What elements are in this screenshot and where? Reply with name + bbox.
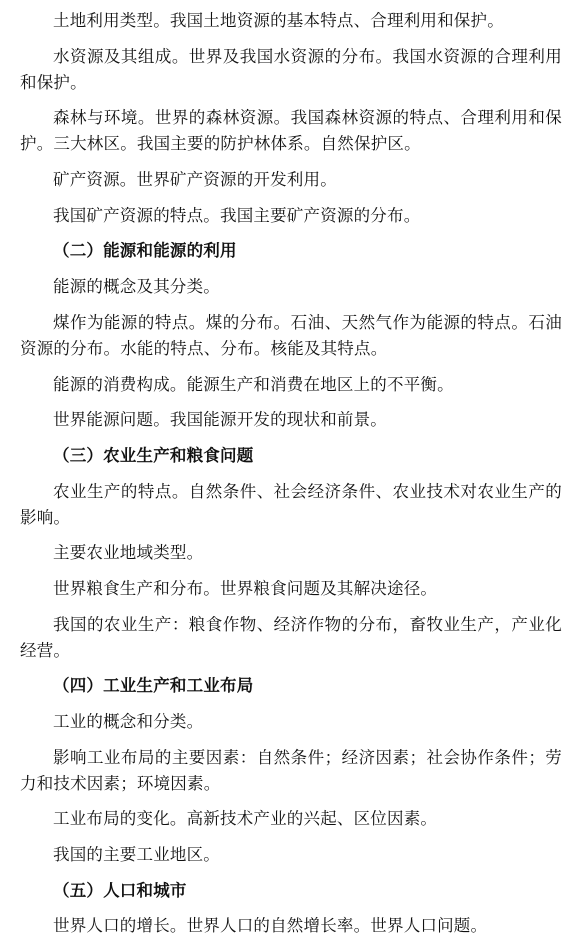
paragraph-industry-concept: 工业的概念和分类。 bbox=[53, 712, 204, 731]
paragraph-energy-consumption: 能源的消费构成。能源生产和消费在地区上的不平衡。 bbox=[53, 374, 454, 394]
paragraph-industry-regions: 我国的主要工业地区。 bbox=[53, 845, 220, 865]
paragraph-mineral-china: 我国矿产资源的特点。我国主要矿产资源的分布。 bbox=[53, 205, 421, 225]
paragraph-population-growth: 世界人口的增长。世界人口的自然增长率。世界人口问题。 bbox=[53, 916, 488, 936]
paragraph-mineral-world: 矿产资源。世界矿产资源的开发利用。 bbox=[53, 170, 337, 190]
paragraph-energy-problems: 世界能源问题。我国能源开发的现状和前景。 bbox=[53, 410, 387, 430]
paragraph-land-use: 土地利用类型。我国土地资源的基本特点、合理利用和保护。 bbox=[53, 11, 504, 30]
paragraph-china-agriculture: 我国的农业生产：粮食作物、经济作物的分布，畜牧业生产，产业化经营。 bbox=[20, 614, 562, 660]
section-heading-agriculture: （三）农业生产和粮食问题 bbox=[53, 445, 254, 465]
paragraph-energy-concept: 能源的概念及其分类。 bbox=[53, 277, 220, 297]
section-heading-population: （五）人口和城市 bbox=[53, 880, 187, 900]
section-heading-energy: （二）能源和能源的利用 bbox=[53, 241, 237, 261]
paragraph-industry-changes: 工业布局的变化。高新技术产业的兴起、区位因素。 bbox=[53, 809, 438, 829]
paragraph-industry-factors: 影响工业布局的主要因素：自然条件；经济因素；社会协作条件；劳力和技术因素；环境因素。 bbox=[20, 747, 562, 793]
paragraph-forest: 森林与环境。世界的森林资源。我国森林资源的特点、合理利用和保护。三大林区。我国主要的防护林体系。自然保护区。 bbox=[20, 108, 562, 154]
paragraph-agriculture-regions: 主要农业地域类型。 bbox=[53, 543, 204, 563]
paragraph-agriculture-features: 农业生产的特点。自然条件、社会经济条件、农业技术对农业生产的影响。 bbox=[20, 481, 562, 527]
paragraph-coal-oil: 煤作为能源的特点。煤的分布。石油、天然气作为能源的特点。石油资源的分布。水能的特点、分布。核能及其特点。 bbox=[20, 312, 562, 358]
paragraph-grain-problems: 世界粮食生产和分布。世界粮食问题及其解决途径。 bbox=[53, 578, 438, 598]
section-heading-industry: （四）工业生产和工业布局 bbox=[53, 676, 254, 696]
paragraph-water-resources: 水资源及其组成。世界及我国水资源的分布。我国水资源的合理利用和保护。 bbox=[20, 46, 562, 92]
